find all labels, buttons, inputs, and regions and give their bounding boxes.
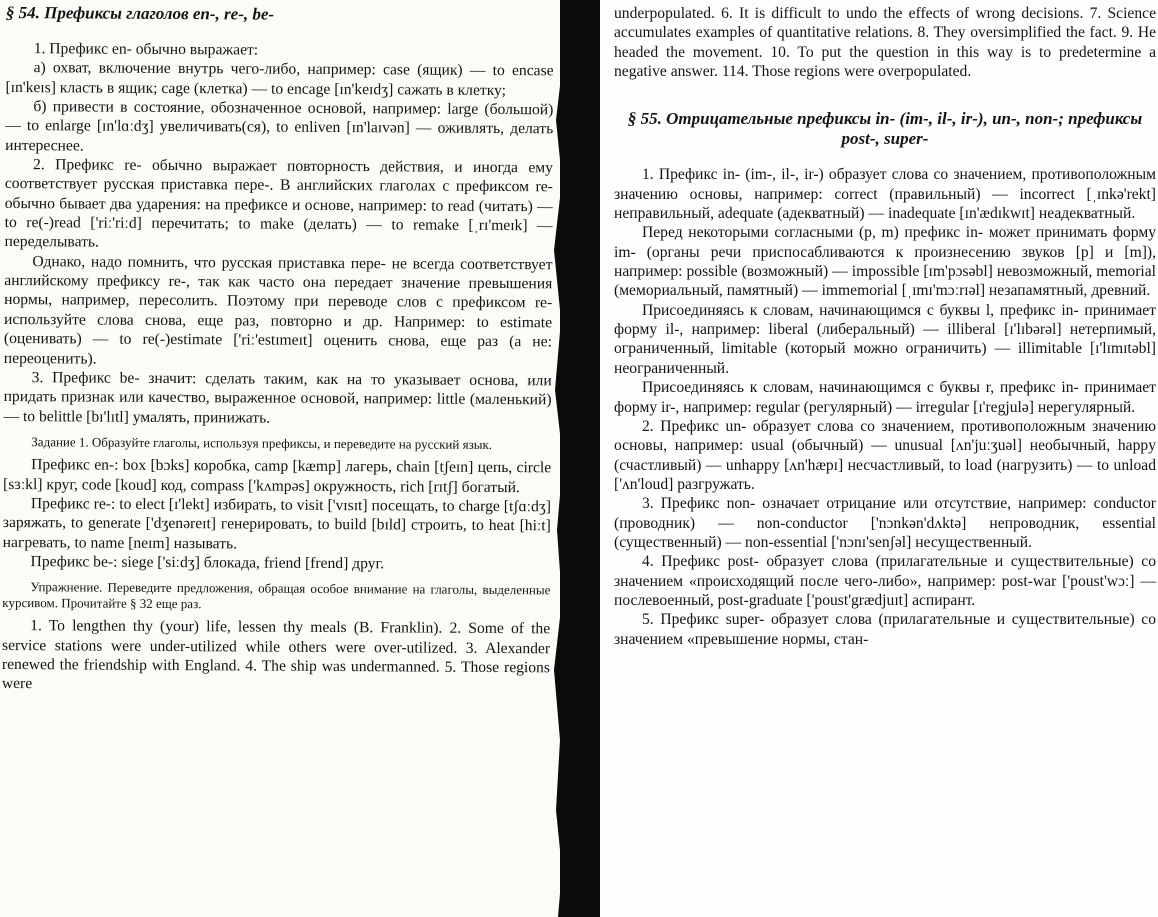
right-page xyxy=(600,0,1158,917)
torn-edge-left xyxy=(548,0,568,917)
paragraph-prefix-in: 1. Префикс in- (im-, il-, ir-) образует слова со значением, противоположным значению основы, например: correct (правильный) — incorrect [ˌɪnkə'rekt] неправильный, adequate (адекватный) — inadequate [ɪn'ædɪkwɪt] неадекватный. xyxy=(614,166,1156,223)
paragraph-prefix-un: 2. Префикс un- образует слова со значением, противоположным значению основы, например: usual (обычный) — unusual [ʌn'juːʒuəl] необычный, happy (счастливый) — unhappy [ʌn'hæpɪ] несчастливый, to load (нагрузить) — to unload ['ʌn'loud] разгружать. xyxy=(614,417,1156,493)
task-1-be: Префикс be-: siege ['siːdʒ] блокада, friend [frend] друг. xyxy=(30,553,385,573)
right-column xyxy=(614,4,1156,649)
task-1-en: Префикс en-: box [bɔks] коробка, camp [kæmp] лагерь, chain [tʃeɪn] цепь, circle [sɜːkl] круг, code [koud] код, compass ['kʌmpəs] окружность, rich [rɪtʃ] богатый. xyxy=(3,456,552,496)
paragraph-prefix-il: Присоединяясь к словам, начинающимся с буквы l, префикс in- принимает форму il-, например: liberal (либеральный) — illiberal [ɪ'lɪbərəl] нетерпимый, ограниченный, limitable (который можно ограничить) — illimitable [ɪ'lɪmɪtəbl] неограниченный. xyxy=(614,301,1156,377)
paragraph-prefix-non: 3. Префикс non- означает отрицание или отсутствие, например: conductor (проводник) — non-conductor ['nɔnkən'dʌktə] непроводник, essential (существенный) — non-essential ['nɔnɪ'senʃəl] несущественный. xyxy=(614,495,1156,551)
task-1: Задание 1. Образуйте глаголы, используя префиксы, и переведите на русский язык. xyxy=(31,434,493,452)
paragraph-prefix-im: Перед некоторыми согласными (p, m) префикс in- может принимать форму im- (органы речи приспосабливаются к произнесению звуков [p] и [m]), например: possible (возможный) — impossible [ɪm'pɔsəbl] невозможный, memorial (мемориальный, памятный) — immemorial [ˌɪmɪ'mɔːrɪəl] незапамятный, древний. xyxy=(614,224,1156,300)
paragraph-prefix-super: 5. Префикс super- образует слова (прилагательные и существительные) со значением «превышение нормы, стан- xyxy=(614,611,1156,648)
paragraph-prefix-ir: Присоединяясь к словам, начинающимся с буквы r, префикс in- принимает форму ir-, например: regular (регулярный) — irregular [ɪ'regjulə] нерегулярный. xyxy=(614,379,1156,416)
left-page xyxy=(0,0,560,917)
paragraph-en-b: б) привести в состояние, обозначенное основой, например: large (большой) — to enlarge [ɪn'lɑːdʒ] увеличивать(ся), to enliven [ɪn'laɪvən] — оживлять, делать интереснее. xyxy=(5,98,554,155)
paragraph-prefix-en: 1. Префикс en- обычно выражает: xyxy=(33,40,259,59)
section-54-heading: § 54. Префиксы глаголов en-, re-, be- xyxy=(5,3,275,24)
exercise-sentences-continued: underpopulated. 6. It is difficult to undo the effects of wrong decisions. 7. Science accumulates examples of quantitative relations. 8. They oversimplified the fact. 9. He headed the movement. 10. To put the question in this way is to predetermine a negative answer. 114. Those regions were overpopulated. xyxy=(614,5,1156,81)
exercise-sentences: 1. To lengthen thy (your) life, lessen thy meals (B. Franklin). 2. Some of the service stations were under-utilized while others were over-utilized. 3. Alexander renewed the friendship with England. 4. The ship was undermanned. 5. Those regions were xyxy=(1,617,551,693)
left-column xyxy=(2,3,554,697)
paragraph-prefix-be: 3. Префикс be- значит: сделать таким, как на то указывает основа, или придать признак или качество, выраженное основой, например: little (маленький) — to belittle [bɪ'lɪtl] умалять, принижать. xyxy=(3,369,552,427)
exercise-heading: Упражнение. Переведите предложения, обращая особое внимание на глаголы, выделенные курсивом. Прочитайте § 32 еще раз. xyxy=(2,579,551,612)
paragraph-en-a: а) охват, включение внутрь чего-либо, например: case (ящик) — to encase [ɪn'keɪs] класть в ящик; cage (клетка) — to encage [ɪn'keɪdʒ] сажать в клетку; xyxy=(5,59,554,99)
paragraph-re-note: Однако, надо помнить, что русская приставка пере- не всегда соответствует английскому префиксу re-, так как часто она передает значение превышения нормы, например, пересолить. Поэтому при переводе слов с префиксом re- используйте слова снова, еще раз, повторно и др. Например: to estimate (оценивать) — to re(-)estimate ['riː'estɪmeɪt] оценить снова, еще раз (а не: переоценить). xyxy=(3,252,553,368)
paragraph-prefix-post: 4. Префикс post- образует слова (прилагательные и существительные) со значением «происходящий после чего-либо», например: post-war ['poust'wɔː] — послевоенный, post-graduate ['poust'grædjuɪt] аспирант. xyxy=(614,553,1156,609)
paragraph-prefix-re: 2. Префикс re- обычно выражает повторность действия, и иногда ему соответствует русская приставка пере-. В английских глаголах с префиксом re- обычно бывает два ударения: на префиксе и основе, например: to read (читать) — to re(-)read ['riː'riːd] перечитать; to make (делать) — to remake [ˌrɪ'meɪk] — переделывать. xyxy=(4,156,554,252)
task-1-re: Префикс re-: to elect [ɪ'lekt] избирать, to visit ['vɪsɪt] посещать, to charge [tʃɑːdʒ] заряжать, to generate ['dʒenəreɪt] генерировать, to build [bɪld] строить, to heat [hiːt] нагревать, to name [neɪm] называть. xyxy=(2,495,551,553)
section-55-heading: § 55. Отрицательные префиксы in- (im-, il-, ir-), un-, non-; префиксы post-, super- xyxy=(627,109,1143,149)
